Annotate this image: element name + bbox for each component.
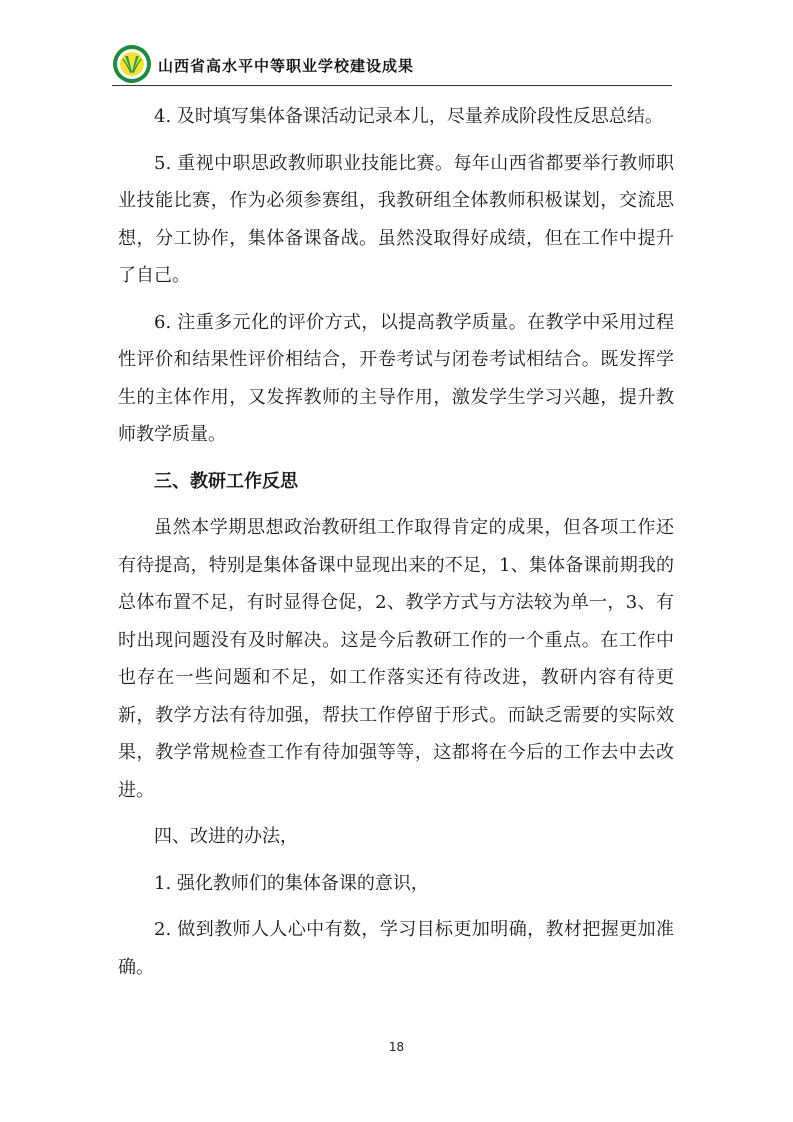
header-title: 山西省高水平中等职业学校建设成果 <box>158 57 415 75</box>
section-heading-reflection: 三、教研工作反思 <box>154 470 298 492</box>
section-heading-improvement: 四、改进的办法， <box>154 826 298 847</box>
header-divider <box>112 85 672 86</box>
document-body <box>118 98 674 995</box>
school-logo-icon <box>112 44 152 84</box>
paragraph-reflection: 虽然本学期思想政治教研组工作取得肯定的成果，但各项工作还有待提高，特别是集体备课中显现出来的不足，1、集体备课前期我的总体布置不足，有时显得仓促，2、教学方式与方法较为单一，3、有时出现问题没有及时解决。这是今后教研工作的一个重点。在工作中也存在一些问题和不足，如工作落实还有待改进，教研内容有待更新，教学方法有待加强，帮扶工作停留于形式。而缺乏需要的实际效果，教学常规检查工作有待加强等等，这都将在今后的工作去中去改进。 <box>118 517 674 801</box>
page-header <box>112 44 672 88</box>
paragraph-item-6: 6. 注重多元化的评价方式，以提高教学质量。在教学中采用过程性评价和结果性评价相结合，开卷考试与闭卷考试相结合。既发挥学生的主体作用，又发挥教师的主导作用，激发学生学习兴趣，提升教师教学质量。 <box>118 311 674 445</box>
paragraph-improvement-2: 2. 做到教师人人心中有数，学习目标更加明确，教材把握更加准确。 <box>118 919 674 978</box>
paragraph-item-4: 4. 及时填写集体备课活动记录本儿，尽量养成阶段性反思总结。 <box>154 106 663 127</box>
paragraph-improvement-1: 1. 强化教师们的集体备课的意识， <box>154 872 429 894</box>
paragraph-item-5: 5. 重视中职思政教师职业技能比赛。每年山西省都要举行教师职业技能比赛，作为必须参赛组，我教研组全体教师积极谋划，交流思想，分工协作，集体备课备战。虽然没取得好成绩，但在工作中提升了自己。 <box>118 152 674 286</box>
page-number: 18 <box>388 1040 405 1054</box>
